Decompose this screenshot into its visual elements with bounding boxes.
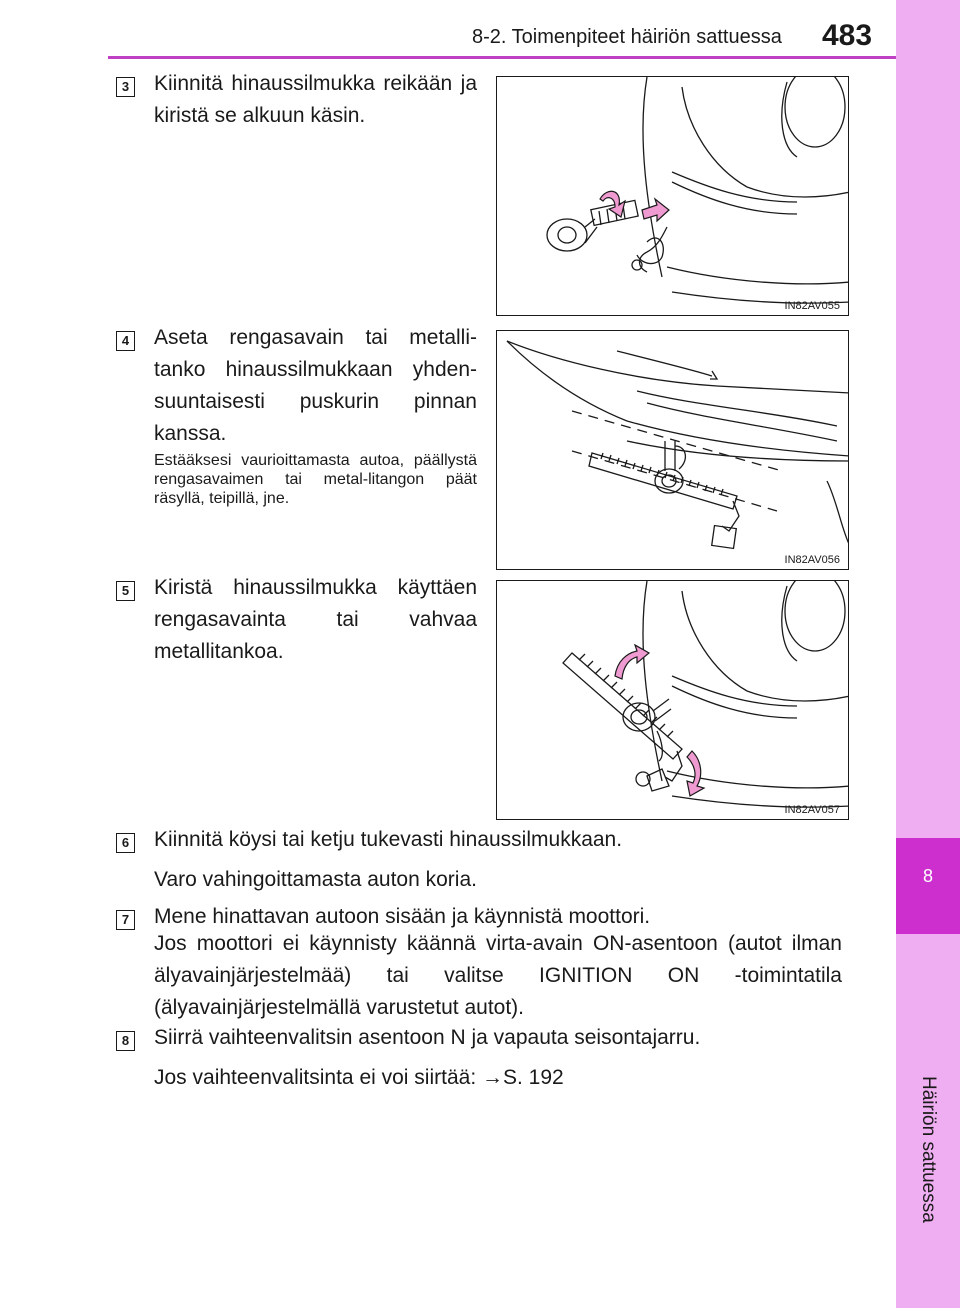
step-6-subtext: Varo vahingoittamasta auton koria.	[154, 868, 477, 891]
step-3-text: Kiinnitä hinaussilmukka reikään ja kiristä se alkuun käsin.	[154, 72, 477, 127]
step-7-subtext: Jos moottori ei käynnisty käännä virta-avain ON-asentoon (autot ilman älyavainjärjestelmää) tai valitse IGNITION ON -toimintatila (älyavainjärjestelmällä varustetut autot).	[154, 932, 842, 1019]
chapter-side-tab	[896, 0, 960, 1308]
step-6-text: Kiinnitä köysi tai ketju tukevasti hinaussilmukkaan.	[154, 828, 623, 851]
step-5-text: Kiristä hinaussilmukka käyttäen rengasavainta tai vahvaa metallitankoa.	[154, 576, 477, 663]
section-title: 8-2. Toimenpiteet häiriön sattuessa	[472, 26, 782, 48]
step-8-text: Siirrä vaihteenvalitsin asentoon N ja vapauta seisontajarru.	[154, 1026, 701, 1049]
step-7-text: Mene hinattavan autoon sisään ja käynnistä moottori.	[154, 905, 651, 928]
figure-step-5-tighten-with-wrench	[496, 580, 849, 820]
step-4-note: Estääksesi vaurioittamasta autoa, päällystä rengasavaimen tai metal-litangon päät räsyllä, teipillä, jne.	[154, 452, 477, 507]
step-number-5: 5	[116, 581, 135, 601]
wrench-tighten-illustration	[497, 581, 849, 820]
figure-code: IN82AV056	[784, 554, 840, 566]
page-number: 483	[822, 19, 873, 52]
step-number-8: 8	[116, 1031, 135, 1051]
figure-step-3-hand-tighten-towing-eye	[496, 76, 849, 316]
figure-code: IN82AV055	[784, 300, 840, 312]
step-number-4: 4	[116, 331, 135, 351]
step-number-7: 7	[116, 910, 135, 930]
step-4-text: Aseta rengasavain tai metalli-tanko hinaussilmukkaan yhden-suuntaisesti puskurin pinnan kanssa.	[154, 326, 477, 445]
step-number-3: 3	[116, 77, 135, 97]
header-rule	[108, 56, 896, 59]
step-number-6: 6	[116, 833, 135, 853]
figure-step-4-wrench-parallel	[496, 330, 849, 570]
figure-code: IN82AV057	[784, 804, 840, 816]
step-8-subtext: Jos vaihteenvalitsinta ei voi siirtää: →S. 192	[154, 1066, 564, 1089]
wrench-parallel-illustration	[497, 331, 849, 570]
towing-eye-insert-illustration	[497, 77, 849, 316]
chapter-title: Häiriön sattuessa	[918, 1076, 939, 1223]
chapter-number: 8	[922, 866, 933, 886]
